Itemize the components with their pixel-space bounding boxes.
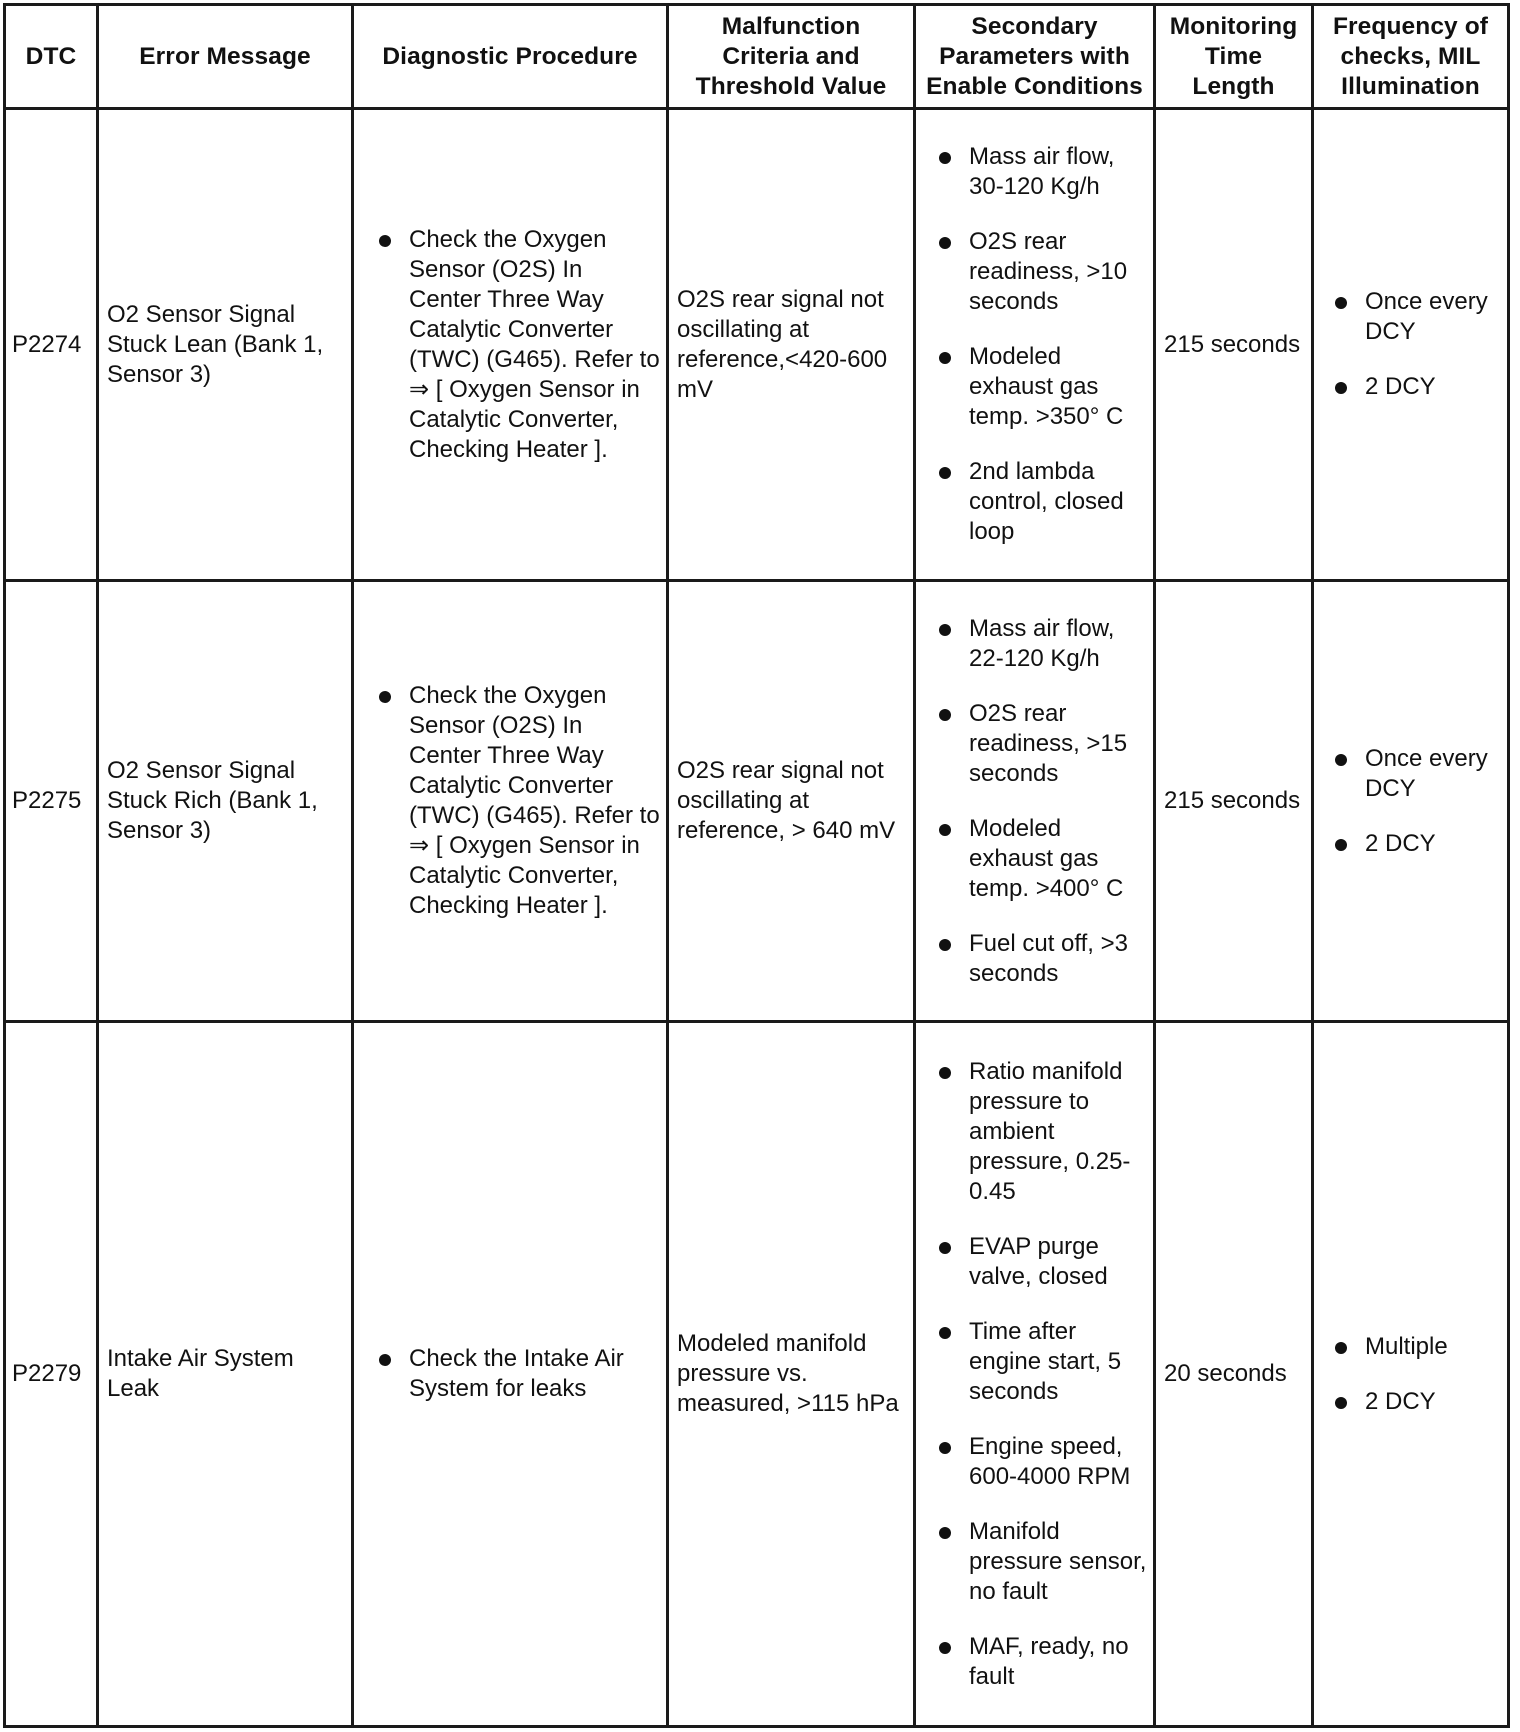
- list-item: [1332, 372, 1503, 402]
- list-item: [1332, 1387, 1503, 1417]
- malfunction-criteria: O2S rear signal not oscillating at reference,<420-600 mV: [668, 109, 915, 581]
- list-item-text: Multiple: [1365, 1332, 1448, 1360]
- list-item: [1332, 744, 1503, 804]
- bullet-icon: [939, 352, 951, 364]
- list-item-text: Modeled exhaust gas temp. >400° C: [969, 814, 1124, 902]
- frequency-list: [1332, 1332, 1503, 1417]
- header-diagnostic-procedure: Diagnostic Procedure: [353, 5, 668, 109]
- bullet-icon: [939, 1642, 951, 1654]
- dtc-code: P2279: [5, 1022, 98, 1727]
- list-item-text: Fuel cut off, >3 seconds: [969, 929, 1128, 987]
- list-item-text: MAF, ready, no fault: [969, 1632, 1129, 1690]
- list-item-text: Mass air flow, 30-120 Kg/h: [969, 143, 1115, 200]
- list-item: [936, 1317, 1147, 1407]
- list-item: [936, 1517, 1147, 1607]
- header-frequency: Frequency of checks, MIL Illumination: [1313, 5, 1509, 109]
- list-item-text: O2S rear readiness, >15 seconds: [969, 699, 1128, 787]
- list-item-text: Check the Oxygen Sensor (O2S) In Center Three Way Catalytic Converter (TWC) (G465). Refer to ⇒ [ Oxygen Sensor in Catalytic Converter, Checking Heater ].: [409, 682, 660, 919]
- header-dtc: DTC: [5, 5, 98, 109]
- list-item-text: Time after engine start, 5 seconds: [969, 1317, 1122, 1405]
- frequency: [1313, 1022, 1509, 1727]
- error-message: O2 Sensor Signal Stuck Lean (Bank 1, Sensor 3): [98, 109, 353, 581]
- list-item: [936, 1232, 1147, 1292]
- dtc-code: P2274: [5, 109, 98, 581]
- list-item: [376, 225, 660, 465]
- table-row: [5, 581, 1509, 1022]
- list-item: [1332, 1332, 1503, 1362]
- malfunction-criteria: Modeled manifold pressure vs. measured, >115 hPa: [668, 1022, 915, 1727]
- malfunction-criteria: O2S rear signal not oscillating at reference, > 640 mV: [668, 581, 915, 1022]
- bullet-icon: [939, 939, 951, 951]
- list-item: [936, 142, 1147, 202]
- list-item: [1332, 829, 1503, 859]
- diagnostic-procedure: [353, 581, 668, 1022]
- list-item: [936, 227, 1147, 317]
- bullet-icon: [1335, 1397, 1347, 1409]
- header-row: [5, 5, 1509, 109]
- diagnostic-procedure-list: [376, 225, 660, 465]
- list-item-text: 2nd lambda control, closed loop: [969, 458, 1124, 545]
- bullet-icon: [939, 237, 951, 249]
- list-item-text: Engine speed, 600-4000 RPM: [969, 1432, 1131, 1490]
- bullet-icon: [379, 235, 391, 247]
- dtc-table: [3, 3, 1510, 1728]
- monitoring-time: 215 seconds: [1155, 109, 1313, 581]
- list-item: [936, 614, 1147, 674]
- diagnostic-procedure: [353, 1022, 668, 1727]
- bullet-icon: [939, 1442, 951, 1454]
- list-item-text: Modeled exhaust gas temp. >350° C: [969, 343, 1124, 430]
- bullet-icon: [939, 1067, 951, 1079]
- bullet-icon: [939, 1527, 951, 1539]
- list-item-text: 2 DCY: [1365, 829, 1436, 857]
- bullet-icon: [939, 152, 951, 164]
- bullet-icon: [939, 709, 951, 721]
- list-item-text: Check the Oxygen Sensor (O2S) In Center Three Way Catalytic Converter (TWC) (G465). Refer to ⇒ [ Oxygen Sensor in Catalytic Converter, Checking Heater ].: [409, 225, 660, 463]
- list-item: [936, 1432, 1147, 1492]
- bullet-icon: [939, 467, 951, 479]
- bullet-icon: [1335, 1342, 1347, 1354]
- list-item-text: EVAP purge valve, closed: [969, 1232, 1108, 1290]
- secondary-parameters: [915, 109, 1155, 581]
- bullet-icon: [939, 824, 951, 836]
- secondary-parameters: [915, 581, 1155, 1022]
- header-monitoring-time: Monitoring Time Length: [1155, 5, 1313, 109]
- list-item: [936, 1057, 1147, 1207]
- list-item-text: Check the Intake Air System for leaks: [409, 1345, 624, 1402]
- list-item-text: Once every DCY: [1365, 288, 1488, 345]
- secondary-parameters-list: [936, 1057, 1147, 1692]
- header-malfunction-criteria: Malfunction Criteria and Threshold Value: [668, 5, 915, 109]
- list-item: [936, 699, 1147, 789]
- list-item: [936, 457, 1147, 547]
- bullet-icon: [1335, 754, 1347, 766]
- list-item: [376, 1344, 660, 1404]
- list-item-text: Mass air flow, 22-120 Kg/h: [969, 614, 1115, 672]
- bullet-icon: [379, 691, 391, 703]
- table-body: [5, 109, 1509, 1727]
- bullet-icon: [379, 1354, 391, 1366]
- bullet-icon: [939, 624, 951, 636]
- list-item-text: O2S rear readiness, >10 seconds: [969, 228, 1128, 315]
- list-item-text: Ratio manifold pressure to ambient pressure, 0.25-0.45: [969, 1057, 1131, 1205]
- frequency: [1313, 581, 1509, 1022]
- frequency-list: [1332, 744, 1503, 859]
- error-message: O2 Sensor Signal Stuck Rich (Bank 1, Sensor 3): [98, 581, 353, 1022]
- list-item: [936, 342, 1147, 432]
- secondary-parameters: [915, 1022, 1155, 1727]
- error-message: Intake Air System Leak: [98, 1022, 353, 1727]
- list-item: [936, 929, 1147, 989]
- bullet-icon: [1335, 382, 1347, 394]
- table-row: [5, 109, 1509, 581]
- header-secondary-parameters: Secondary Parameters with Enable Conditions: [915, 5, 1155, 109]
- header-error-message: Error Message: [98, 5, 353, 109]
- list-item-text: Once every DCY: [1365, 744, 1488, 802]
- list-item: [936, 814, 1147, 904]
- diagnostic-procedure: [353, 109, 668, 581]
- frequency-list: [1332, 287, 1503, 402]
- monitoring-time: 215 seconds: [1155, 581, 1313, 1022]
- table-row: [5, 1022, 1509, 1727]
- bullet-icon: [1335, 297, 1347, 309]
- monitoring-time: 20 seconds: [1155, 1022, 1313, 1727]
- list-item: [376, 681, 660, 921]
- list-item-text: Manifold pressure sensor, no fault: [969, 1517, 1147, 1605]
- list-item: [1332, 287, 1503, 347]
- bullet-icon: [1335, 839, 1347, 851]
- secondary-parameters-list: [936, 614, 1147, 989]
- bullet-icon: [939, 1327, 951, 1339]
- frequency: [1313, 109, 1509, 581]
- diagnostic-procedure-list: [376, 1344, 660, 1404]
- diagnostic-procedure-list: [376, 681, 660, 921]
- bullet-icon: [939, 1242, 951, 1254]
- list-item-text: 2 DCY: [1365, 373, 1436, 400]
- secondary-parameters-list: [936, 142, 1147, 547]
- list-item: [936, 1632, 1147, 1692]
- list-item-text: 2 DCY: [1365, 1387, 1436, 1415]
- dtc-code: P2275: [5, 581, 98, 1022]
